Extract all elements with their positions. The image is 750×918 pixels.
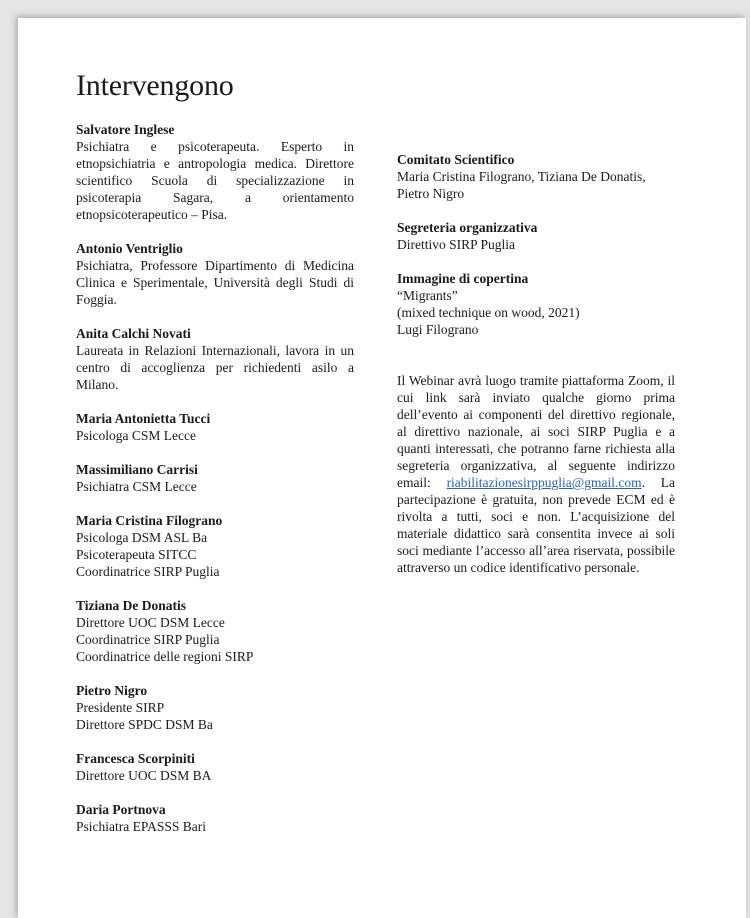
comitato-members: Maria Cristina Filograno, Tiziana De Donatis, Pietro Nigro	[397, 169, 646, 201]
speaker-role: Psicologa DSM ASL Ba	[76, 530, 208, 545]
speaker-description: Laureata in Relazioni Internazionali, lavora in un centro di accoglienza per richiedenti asilo a Milano.	[76, 343, 354, 392]
comitato-heading: Comitato Scientifico	[397, 152, 515, 167]
speaker-block	[76, 750, 354, 784]
speaker-block	[76, 512, 354, 580]
webinar-paragraph	[397, 372, 675, 576]
speaker-role: Presidente SIRP	[76, 700, 165, 715]
speaker-description: Psichiatra, Professore Dipartimento di Medicina Clinica e Sperimentale, Università degli Studi di Foggia.	[76, 258, 354, 307]
email-link[interactable]: riabilitazionesirppuglia@gmail.com	[446, 475, 642, 490]
speaker-block	[76, 597, 354, 665]
speaker-name: Antonio Ventriglio	[76, 241, 183, 256]
speaker-block	[76, 240, 354, 308]
speaker-description: Psichiatra e psicoterapeuta. Esperto in etnopsichiatria e antropologia medica. Direttore scientifico Scuola di specializzazione in psicoterapia Sagara, a orientamento etnopsicoterapeutico – Pisa.	[76, 139, 354, 222]
speaker-name: Maria Cristina Filograno	[76, 513, 223, 528]
speaker-name: Anita Calchi Novati	[76, 326, 191, 341]
speaker-role: Psicologa CSM Lecce	[76, 428, 196, 443]
speaker-name: Tiziana De Donatis	[76, 598, 187, 613]
speaker-block	[76, 325, 354, 393]
speaker-name: Daria Portnova	[76, 802, 166, 817]
speaker-name: Massimiliano Carrisi	[76, 462, 198, 477]
copertina-heading: Immagine di copertina	[397, 271, 529, 286]
speaker-role: Psicoterapeuta SITCC	[76, 547, 197, 562]
info-column	[397, 151, 675, 576]
speaker-block	[76, 801, 354, 835]
speakers-column	[76, 121, 354, 835]
speaker-role: Coordinatrice delle regioni SIRP	[76, 649, 254, 664]
speaker-role: Coordinatrice SIRP Puglia	[76, 564, 220, 579]
speaker-name: Pietro Nigro	[76, 683, 148, 698]
segreteria-heading: Segreteria organizzativa	[397, 220, 538, 235]
speaker-role: Direttore UOC DSM BA	[76, 768, 212, 783]
speaker-name: Maria Antonietta Tucci	[76, 411, 211, 426]
webinar-text-continued: . La partecipazione è gratuita, non prevede ECM ed è rivolta a tutti, soci e non. L’acquisizione del materiale didattico sarà consentita invece ai soli soci mediante l’accesso all’area riservata, possibile attraverso un codice identificativo personale.	[397, 475, 675, 575]
copertina-line: Lugi Filograno	[397, 322, 479, 337]
speaker-name: Francesca Scorpiniti	[76, 751, 195, 766]
copertina-line: (mixed technique on wood, 2021)	[397, 305, 580, 320]
page-title: Intervengono	[76, 69, 234, 102]
comitato-block	[397, 151, 675, 202]
speaker-role: Psichiatra EPASSS Bari	[76, 819, 207, 834]
speaker-role: Coordinatrice SIRP Puglia	[76, 632, 220, 647]
speaker-role: Psichiatra CSM Lecce	[76, 479, 197, 494]
speaker-block	[76, 410, 354, 444]
copertina-block	[397, 270, 675, 338]
speaker-block	[76, 121, 354, 223]
webinar-text: Il Webinar avrà luogo tramite piattaforma Zoom, il cui link sarà inviato qualche giorno prima dell’evento ai componenti del direttivo regionale, al direttivo nazionale, ai soci SIRP Puglia e a quanti interessati, che potranno farne richiesta alla segreteria organizzativa, al seguente indirizzo email:	[397, 373, 675, 490]
speaker-name: Salvatore Inglese	[76, 122, 175, 137]
speaker-role: Direttore SPDC DSM Ba	[76, 717, 213, 732]
segreteria-line: Direttivo SIRP Puglia	[397, 237, 516, 252]
segreteria-block	[397, 219, 675, 253]
speaker-block	[76, 682, 354, 733]
copertina-line: “Migrants”	[397, 288, 458, 303]
speaker-block	[76, 461, 354, 495]
document-page	[18, 18, 746, 918]
speaker-role: Direttore UOC DSM Lecce	[76, 615, 225, 630]
